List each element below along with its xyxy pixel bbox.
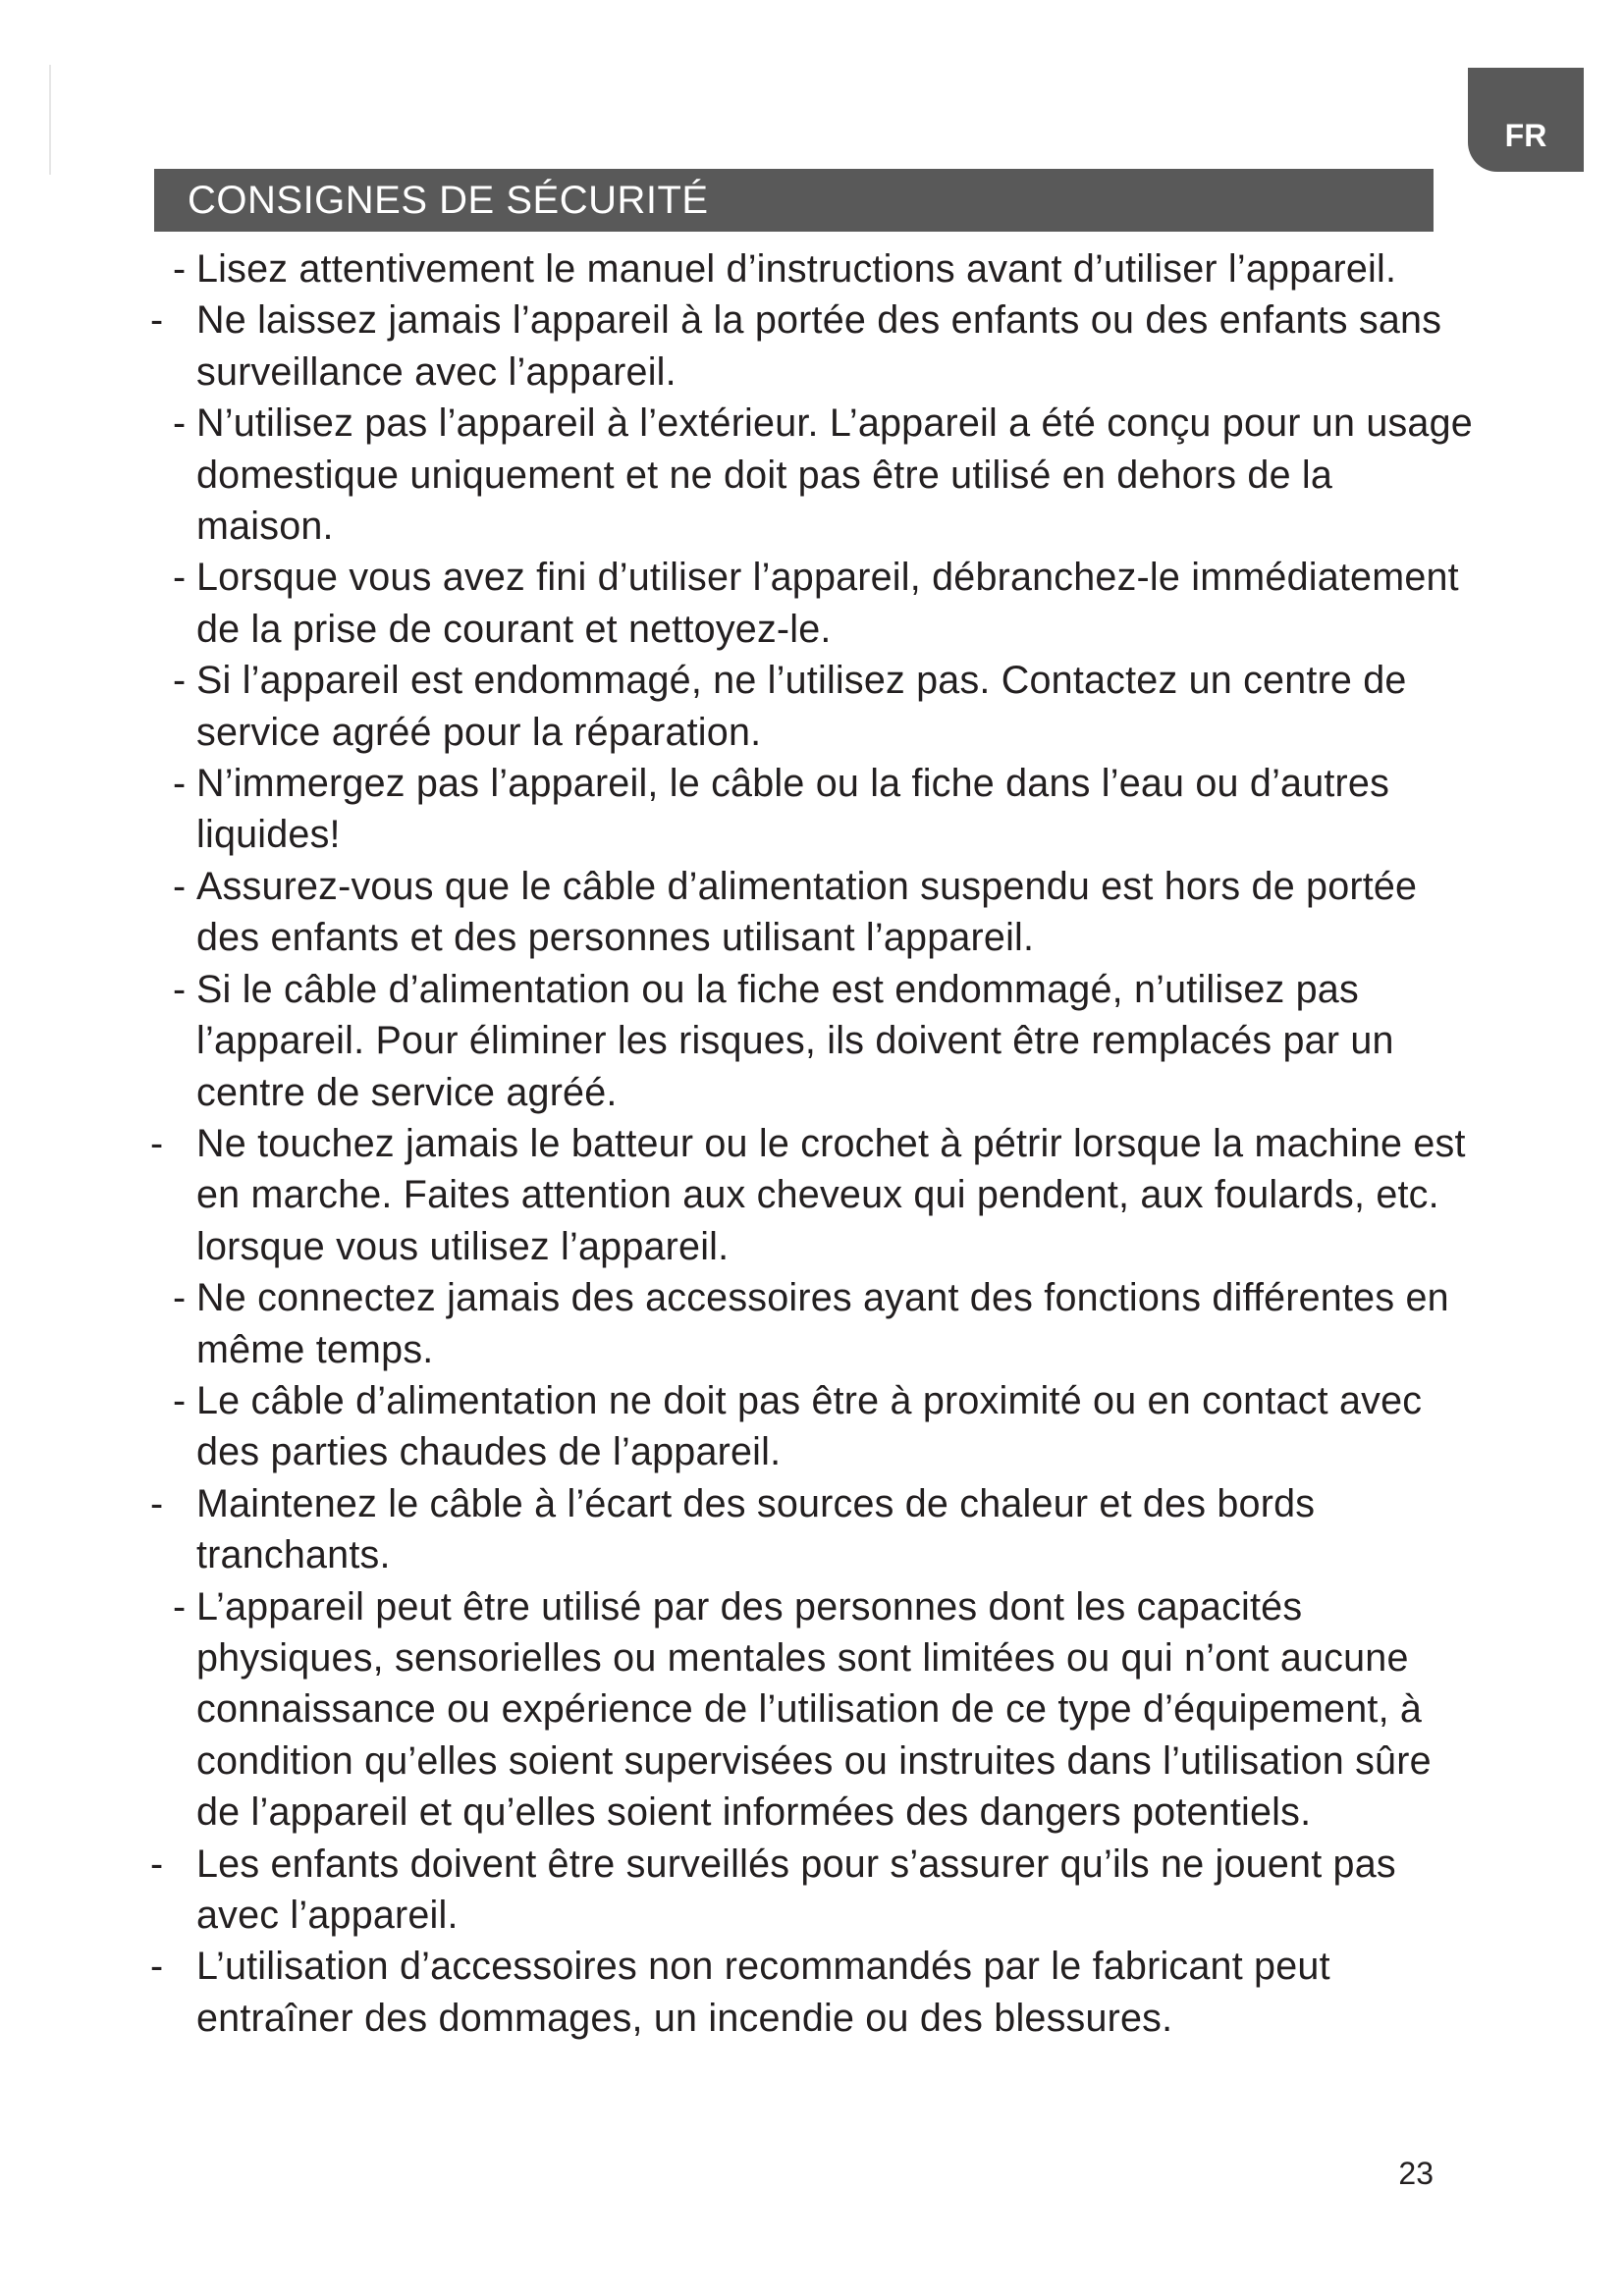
bullet-dash: -: [150, 1842, 164, 1886]
safety-instructions-list: [0, 243, 1624, 2044]
instruction-item: [0, 758, 1473, 861]
bullet-dash: -: [173, 659, 187, 703]
instruction-item: [0, 1375, 1473, 1478]
instruction-item: [0, 861, 1473, 964]
instruction-text: L’utilisation d’accessoires non recommandés par le fabricant peut entraîner des dommages, un incendie ou des blessures.: [196, 1945, 1330, 2040]
page-number: 23: [1398, 2156, 1434, 2191]
language-tab-label: FR: [1504, 118, 1547, 153]
bullet-dash: -: [173, 864, 187, 908]
bullet-dash: -: [150, 298, 164, 343]
section-title-bar: [154, 169, 1434, 232]
instruction-item: [0, 1478, 1473, 1581]
bullet-dash: -: [173, 967, 187, 1011]
bullet-dash: -: [150, 1481, 164, 1525]
bullet-dash: -: [173, 762, 187, 806]
bullet-dash: -: [173, 556, 187, 600]
instruction-item: [0, 1581, 1473, 1839]
bullet-dash: -: [173, 1276, 187, 1320]
bullet-dash: -: [173, 1378, 187, 1422]
section-title: CONSIGNES DE SÉCURITÉ: [188, 179, 709, 222]
instruction-item: [0, 1118, 1473, 1272]
instruction-text: L’appareil peut être utilisé par des personnes dont les capacités physiques, sensorielles ou mentales sont limitées ou qui n’ont aucune connaissance ou expérience de l’utilisation de ce type d’équipement, à condition qu’elles soient supervisées ou instruites dans l’utilisation sûre de l’appareil et qu’elles soient informées des dangers potentiels.: [196, 1584, 1432, 1835]
instruction-text: Ne connectez jamais des accessoires ayant des fonctions différentes en même temps.: [196, 1276, 1449, 1371]
instruction-text: Si le câble d’alimentation ou la fiche est endommagé, n’utilisez pas l’appareil. Pour éliminer les risques, ils doivent être remplacés par un centre de service agréé.: [196, 967, 1394, 1114]
instruction-item: [0, 398, 1473, 552]
instruction-text: Ne laissez jamais l’appareil à la portée des enfants ou des enfants sans surveillance avec l’appareil.: [196, 298, 1442, 394]
instruction-text: Lorsque vous avez fini d’utiliser l’appareil, débranchez-le immédiatement de la prise de courant et nettoyez-le.: [196, 556, 1459, 651]
instruction-text: Maintenez le câble à l’écart des sources de chaleur et des bords tranchants.: [196, 1481, 1316, 1577]
bullet-dash: -: [173, 401, 187, 446]
instruction-item: [0, 243, 1473, 294]
margin-line: [49, 65, 51, 175]
bullet-dash: -: [150, 1121, 164, 1165]
bullet-dash: -: [173, 1584, 187, 1629]
bullet-dash: -: [173, 247, 187, 291]
instruction-text: Lisez attentivement le manuel d’instructions avant d’utiliser l’appareil.: [196, 247, 1397, 291]
instruction-text: Ne touchez jamais le batteur ou le crochet à pétrir lorsque la machine est en marche. Faites attention aux cheveux qui pendent, aux foulards, etc. lorsque vous utilisez l’appareil.: [196, 1121, 1466, 1268]
instruction-item: [0, 1839, 1473, 1942]
instruction-item: [0, 1941, 1473, 2044]
instruction-text: Assurez-vous que le câble d’alimentation suspendu est hors de portée des enfants et des personnes utilisant l’appareil.: [196, 864, 1418, 960]
bullet-dash: -: [150, 1945, 164, 1989]
instruction-item: [0, 655, 1473, 758]
instruction-item: [0, 294, 1473, 398]
instruction-text: N’utilisez pas l’appareil à l’extérieur. L’appareil a été conçu pour un usage domestique uniquement et ne doit pas être utilisé en dehors de la maison.: [196, 401, 1473, 549]
instruction-item: [0, 1272, 1473, 1375]
language-tab: [1468, 68, 1584, 172]
instruction-text: Les enfants doivent être surveillés pour s’assurer qu’ils ne jouent pas avec l’appareil.: [196, 1842, 1396, 1937]
instruction-text: N’immergez pas l’appareil, le câble ou la fiche dans l’eau ou d’autres liquides!: [196, 762, 1390, 857]
instruction-text: Le câble d’alimentation ne doit pas être à proximité ou en contact avec des parties chaudes de l’appareil.: [196, 1378, 1423, 1474]
instruction-item: [0, 552, 1473, 655]
instruction-item: [0, 964, 1473, 1118]
instruction-text: Si l’appareil est endommagé, ne l’utilisez pas. Contactez un centre de service agréé pour la réparation.: [196, 659, 1407, 754]
